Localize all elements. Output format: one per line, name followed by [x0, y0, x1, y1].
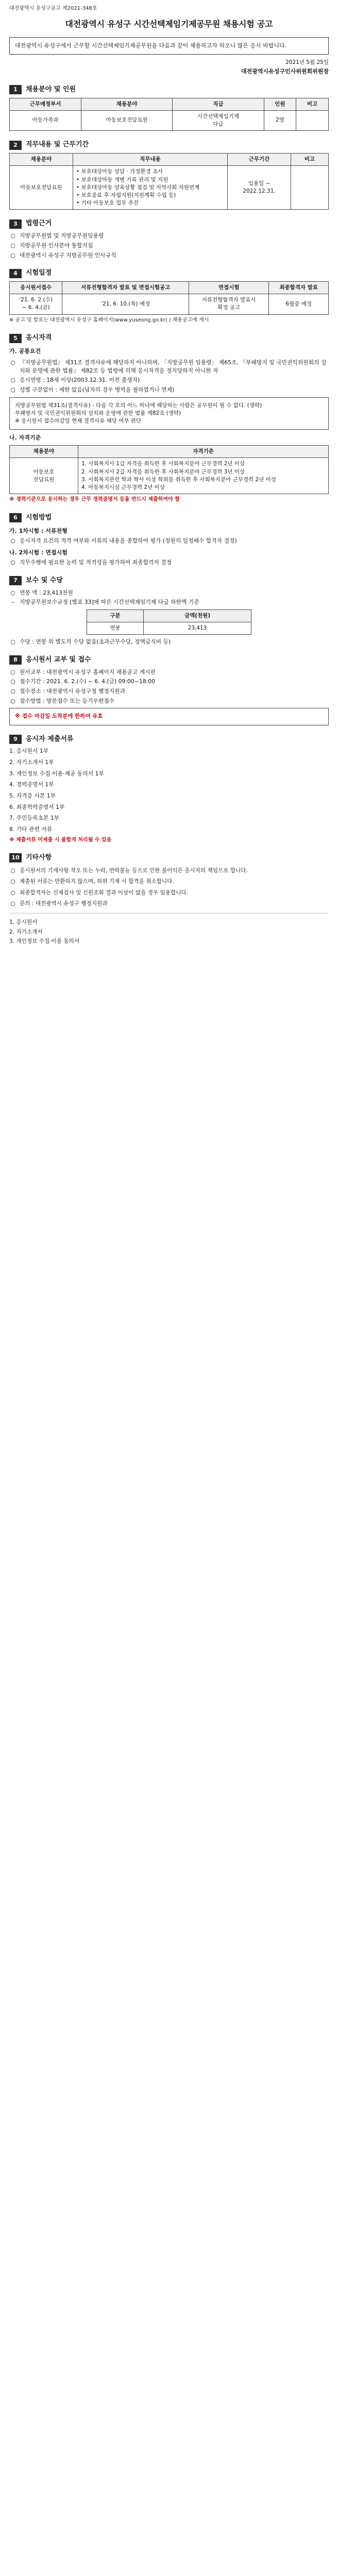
pay-cell: 23,413 — [144, 622, 251, 635]
pay-item — [9, 598, 329, 606]
law-text: 지방공무원 인사분야 통합지침 — [20, 242, 93, 249]
section-number: 7 — [9, 576, 22, 585]
attachment-list — [9, 919, 329, 945]
intro-box — [9, 37, 329, 55]
document-item: 4. 경력증명서 1부 — [9, 781, 54, 788]
bullet-icon: ○ — [10, 377, 15, 384]
recruit-cell: 아동가족과 — [10, 110, 81, 130]
duty-table — [9, 153, 329, 210]
bullet-icon: ○ — [10, 867, 15, 874]
exam-method-item — [9, 537, 329, 545]
application-item — [9, 687, 329, 696]
exam-method-subtitle: 가. 1차시험 : 서류전형 — [9, 527, 67, 534]
recruit-th: 근무예정부서 — [10, 98, 81, 110]
section-10-header — [9, 853, 329, 863]
notice-title: 대전광역시 유성구 시간선택제임기제공무원 채용시험 공고 — [65, 19, 273, 29]
duty-th: 채용분야 — [10, 154, 73, 166]
bullet-icon: ○ — [10, 697, 15, 704]
section-title: 채용분야 및 인원 — [26, 85, 76, 93]
section-8-header — [9, 655, 329, 665]
schedule-note: ※ 공고 및 발표는 대전광역시 유성구 홈페이지(www.yuseong.go.kr) / 채용공고에 게시 — [9, 317, 209, 323]
law-item — [9, 251, 329, 260]
qualification-text: 『지방공무원법』 제31조 결격사유에 해당하지 아니하며, 「지방공무원 임용령」 제65조, 『부패방지 및 국민권익위원회의 설치와 운영에 관한 법률』 제82조 등 법령에 의해 응시자격을 정지당하지 아니한 자 — [20, 359, 327, 374]
attachment-text: 3. 개인정보 수집·이용 동의서 — [9, 938, 80, 945]
etc-text: 제출된 서류는 반환하지 않으며, 허위 기재 시 합격을 취소합니다. — [20, 878, 174, 885]
document-item: 1. 응시원서 1부 — [9, 748, 49, 755]
section-number: 4 — [9, 269, 22, 278]
recruit-th: 비고 — [296, 98, 329, 110]
recruit-th: 인원 — [264, 98, 296, 110]
document-item: 2. 자기소개서 1부 — [9, 759, 54, 766]
section-number: 1 — [9, 85, 22, 94]
section-number: 5 — [9, 334, 22, 343]
pay-list — [9, 589, 329, 606]
application-text: 접수방법 : 방문접수 또는 등기우편접수 — [20, 697, 115, 704]
pay-item — [9, 589, 329, 597]
pay-th: 구분 — [87, 609, 144, 622]
section-5-header — [9, 333, 329, 343]
schedule-th: 서류전형합격자 발표 및 면접시험공고 — [62, 282, 189, 294]
section-number: 3 — [9, 219, 22, 229]
section-6-header — [9, 513, 329, 523]
qualification-th: 자격기준 — [78, 446, 329, 458]
qualification-th: 채용분야 — [10, 446, 78, 458]
pay-th: 금액(천원) — [144, 609, 251, 622]
duty-cell: 임용일 ~ 2022.12.31. — [228, 166, 291, 210]
section-title: 응시원서 교부 및 접수 — [26, 655, 91, 664]
document-item: 8. 기타 관련 서류 — [9, 825, 53, 833]
bullet-icon: – — [11, 599, 14, 606]
bullet-icon: ○ — [10, 900, 15, 907]
section-number: 9 — [9, 735, 22, 744]
exam-method-list — [9, 527, 329, 567]
etc-list — [9, 867, 329, 908]
exam-method-text: 직무수행에 필요한 능력 및 적격성을 평가하여 최종합격자 결정 — [20, 559, 172, 566]
exam-method-subtitle: 나. 2차시험 : 면접시험 — [9, 549, 67, 556]
recruit-th: 직급 — [173, 98, 264, 110]
law-text: 대전광역시 유성구 지방공무원 인사규칙 — [20, 251, 116, 259]
etc-item — [9, 889, 329, 897]
recruit-th: 채용분야 — [81, 98, 173, 110]
etc-text: 응시원서의 기재사항 착오 또는 누락, 연락불능 등으로 인한 불이익은 응시자의 책임으로 합니다. — [20, 867, 248, 874]
application-text: 원서교부 : 대전광역시 유성구 홈페이지 채용공고 게시판 — [20, 668, 156, 675]
bullet-icon: ○ — [10, 251, 15, 259]
duty-cell: 아동보호전담요원 — [10, 166, 73, 210]
schedule-th: 응시원서접수 — [10, 282, 62, 294]
pay-row — [87, 622, 251, 635]
bullet-icon: ○ — [10, 678, 15, 685]
section-title: 시험방법 — [26, 513, 52, 521]
document-item: 6. 최종학력증명서 1부 — [9, 803, 65, 810]
application-item — [9, 677, 329, 686]
section-title: 직무내용 및 근무기간 — [26, 141, 89, 149]
etc-text: 문의 : 대전광역시 유성구 행정지원과 — [20, 900, 108, 907]
documents-list — [9, 747, 329, 833]
notice-sign: 대전광역시유성구인사위원회위원장 — [241, 67, 329, 75]
intro-text: 대전광역시 유성구에서 근무할 시간선택제임기제공무원을 다음과 같이 채용하고자 하오니 많은 응시 바랍니다. — [15, 42, 287, 49]
qualification-text: 성별 구분없이 : 제한 없음(남자의 경우 병역을 필하였거나 면제) — [20, 386, 175, 393]
duty-cell — [291, 166, 329, 210]
attachment-text: 2. 자기소개서 — [9, 928, 43, 935]
exam-method-text: 응시자격 요건의 적격 여부와 서류의 내용을 종합하여 평가 (정원의 일정배수 합격자 결정) — [20, 537, 237, 544]
document-page — [9, 5, 329, 947]
law-item — [9, 232, 329, 240]
etc-item — [9, 867, 329, 875]
section-1-header — [9, 85, 329, 95]
law-list — [9, 232, 329, 259]
schedule-table — [9, 281, 329, 315]
schedule-th: 최종합격자 발표 — [269, 282, 329, 294]
section-number: 6 — [9, 513, 22, 522]
notice-number: 대전광역시 유성구공고 제2021-348호 — [9, 6, 97, 11]
duty-th: 비고 — [291, 154, 329, 166]
qualification-common-list — [9, 359, 329, 394]
pay-table — [87, 609, 251, 635]
section-number: 10 — [9, 853, 22, 862]
bullet-icon: ○ — [10, 232, 15, 240]
qualification-subtitle: 가. 공통요건 — [9, 348, 41, 355]
pay-cell: 연봉 — [87, 622, 144, 635]
section-9-header — [9, 735, 329, 744]
section-title: 보수 및 수당 — [26, 576, 63, 584]
qualification-text: 응시연령 : 18세 이상(2003.12.31. 이전 출생자) — [20, 377, 140, 384]
etc-text: 최종합격자는 신체검사 및 신원조회 결과 이상이 없을 경우 임용합니다. — [20, 889, 189, 896]
duty-cell: • 보호대상아동 상담 · 가정환경 조사 • 보호대상아동 개별 기록 관리 및 지원 • 보호대상아동 양육상황 점검 및 지역사회 자원연계 • 보호종료 후 자립지원(지원계획 수립 등) • 기타 아동보호 업무 추진 — [73, 166, 228, 210]
qualification-cell: 아동보호 전담요원 — [10, 458, 78, 494]
document-item: 7. 주민등록초본 1부 — [9, 815, 60, 822]
qualification-subtitle-2: 나. 자격기준 — [9, 434, 41, 442]
document-item: 5. 자격증 사본 1부 — [9, 792, 56, 799]
exam-method-item — [9, 558, 329, 567]
schedule-cell: '21. 6. 2.(수) ~ 6. 4.(금) — [10, 294, 62, 314]
qualification-table — [9, 445, 329, 494]
application-list — [9, 668, 329, 705]
pay-text: 연봉 액 : 23,413천원 — [20, 589, 73, 596]
qualification-note: ※ 경력기준으로 응시하는 경우 근무 경력증명서 등을 반드시 제출하여야 함 — [9, 497, 180, 503]
schedule-cell: 6월중 예정 — [269, 294, 329, 314]
bullet-icon: ○ — [10, 589, 15, 596]
pay-text: 수당 : 연봉 외 별도의 수당 없음(초과근무수당, 정액급식비 등) — [20, 638, 171, 646]
bullet-icon: ○ — [10, 668, 15, 675]
recruit-cell — [296, 110, 329, 130]
attachment-text: 1. 응시원서 — [9, 919, 38, 926]
application-notice: ※ 접수 마감일 도착분에 한하여 유효 — [9, 708, 329, 725]
section-title: 시험일정 — [26, 269, 52, 277]
attachment-item — [9, 919, 329, 926]
duty-th: 근무기간 — [228, 154, 291, 166]
duty-row — [10, 166, 329, 210]
bullet-icon: ○ — [10, 559, 15, 566]
law-item — [9, 242, 329, 250]
schedule-th: 면접시험 — [189, 282, 269, 294]
application-item — [9, 668, 329, 676]
section-title: 응시자격 — [26, 334, 52, 342]
qualification-item — [9, 376, 329, 384]
application-text: 접수기간 : 2021. 6. 2.(수) ~ 6. 4.(금) 09:00~18:00 — [20, 678, 155, 685]
bullet-icon: ○ — [10, 889, 15, 896]
pay-list-2 — [9, 638, 329, 646]
document-item: 3. 개인정보 수집·이용·제공 동의서 1부 — [9, 770, 104, 777]
bullet-icon: ○ — [10, 688, 15, 695]
recruit-cell: 2명 — [264, 110, 296, 130]
qualification-box: 지방공무원법 제31조(결격사유) - 다음 각 호의 어느 하나에 해당하는 사람은 공무원이 될 수 없다. (생략) 부패방지 및 국민권익위원회의 설치와 운영에 관한 법률 제82조 (생략) ※ 응시원서 접수마감일 현재 결격사유 해당 여부 판단 — [9, 397, 329, 430]
recruit-table — [9, 98, 329, 131]
attachment-item — [9, 938, 329, 945]
application-item — [9, 697, 329, 705]
bullet-icon: ○ — [10, 537, 15, 544]
schedule-cell: '21. 6. 10.(목) 예정 — [62, 294, 189, 314]
documents-red-note: ※ 제출서류 미제출 시 불합격 처리될 수 있음 — [9, 837, 112, 843]
bullet-icon: ○ — [10, 242, 15, 249]
recruit-cell: 아동보호전담요원 — [81, 110, 173, 130]
pay-text: 지방공무원보수규정 [별표 33]에 따른 시간선택제임기제 다급 하한액 기준 — [20, 599, 199, 606]
section-number: 8 — [9, 655, 22, 665]
section-title: 응시자 제출서류 — [26, 735, 74, 743]
qualification-item — [9, 386, 329, 394]
qualification-item — [9, 359, 329, 375]
section-2-header — [9, 140, 329, 150]
bullet-icon: ○ — [10, 359, 15, 366]
section-4-header — [9, 268, 329, 278]
recruit-row — [10, 110, 329, 130]
section-3-header — [9, 219, 329, 229]
duty-th: 직무내용 — [73, 154, 228, 166]
attachment-item — [9, 928, 329, 936]
qualification-row — [10, 458, 329, 494]
section-number: 2 — [9, 141, 22, 150]
bullet-icon: ○ — [10, 638, 15, 646]
schedule-row — [10, 294, 329, 314]
notice-date: 2021년 5월 25일 — [285, 59, 329, 65]
law-text: 지방공무원법 및 지방공무원임용령 — [20, 232, 104, 240]
section-title: 법령근거 — [26, 219, 52, 228]
bullet-icon: ○ — [10, 386, 15, 393]
etc-item — [9, 878, 329, 886]
qualification-cell: 1. 사회복지사 1급 자격을 취득한 후 사회복지분야 근무경력 2년 이상 2. 사회복지사 2급 자격을 취득한 후 사회복지분야 근무경력 3년 이상 3. 사회복지관련 학과 학사 이상 학위를 취득한 후 사회복지분야 근무경력 2년 이상 4. 아동복지시설 근무경력 2년 이상 — [78, 458, 329, 494]
pay-item — [9, 638, 329, 646]
section-7-header — [9, 576, 329, 586]
schedule-cell: 서류전형합격자 발표시 확정 공고 — [189, 294, 269, 314]
section-title: 기타사항 — [26, 854, 52, 862]
recruit-cell: 시간선택제임기제 다급 — [173, 110, 264, 130]
application-text: 접수장소 : 대전광역시 유성구청 행정지원과 — [20, 688, 126, 695]
etc-item — [9, 900, 329, 908]
bullet-icon: ○ — [10, 878, 15, 885]
